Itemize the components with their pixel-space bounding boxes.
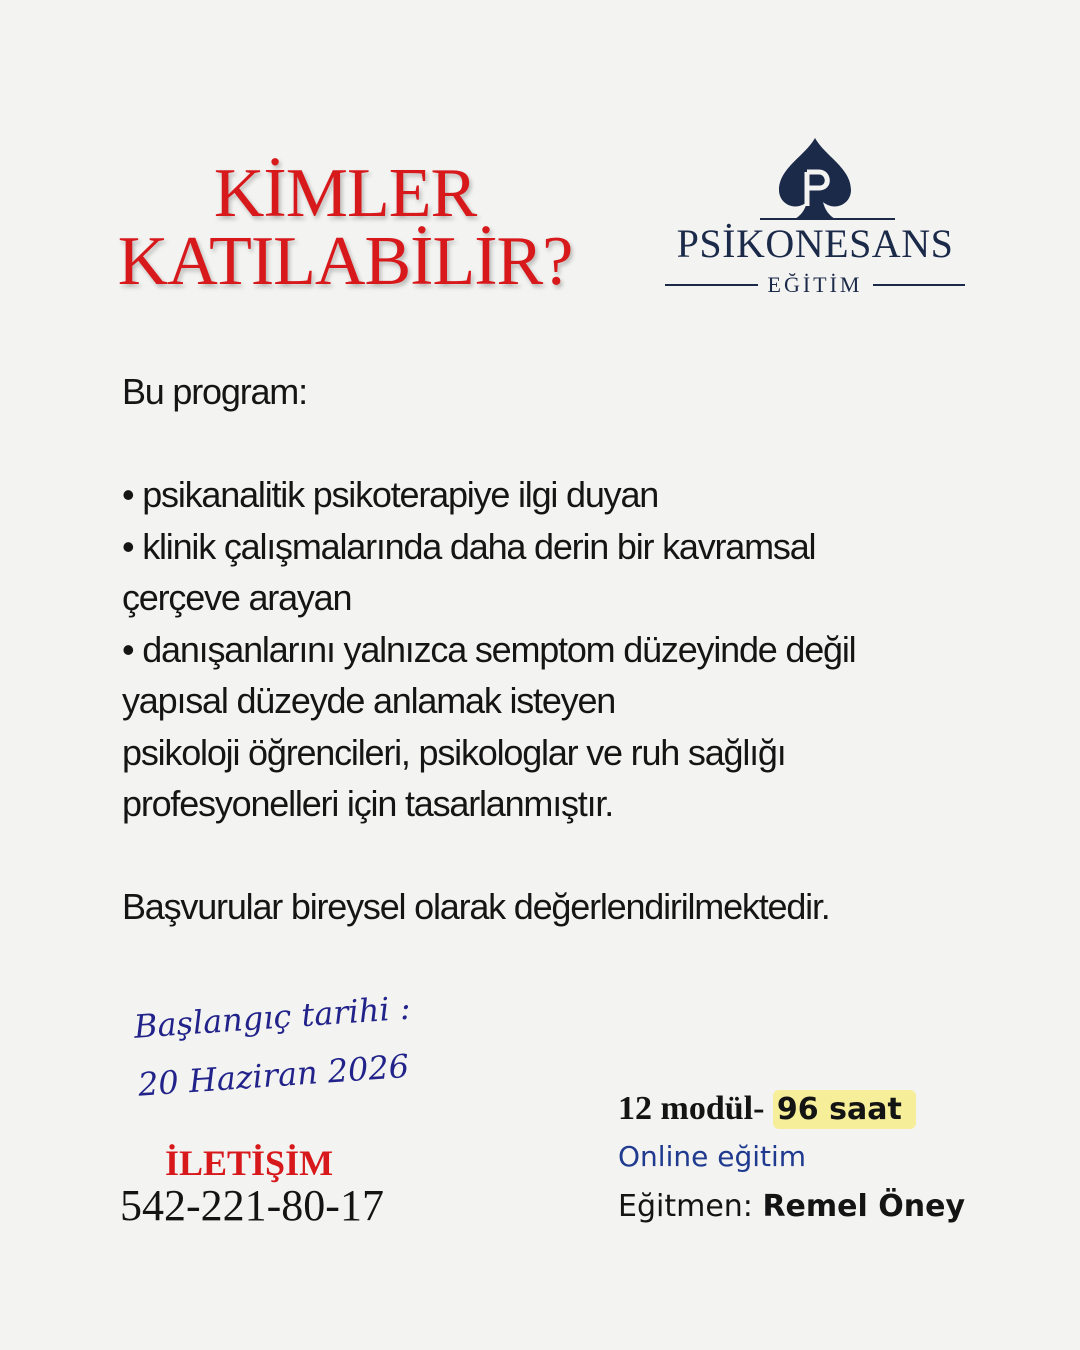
start-date-handwritten — [132, 979, 416, 1114]
intro-text: Bu program: — [122, 371, 307, 412]
description-line: psikoloji öğrencileri, psikologlar ve ruh sağlığı — [122, 731, 786, 773]
logo-subtitle-row — [665, 272, 965, 298]
logo-rule-right — [873, 284, 966, 286]
description-line: • klinik çalışmalarında daha derin bir kavramsal — [122, 525, 816, 567]
title-line-2: KATILABİLİR? — [117, 223, 573, 300]
spade-p-emblem-icon — [775, 136, 855, 222]
description-line: profesyonelleri için tasarlanmıştır. — [122, 783, 614, 824]
logo-rule-left — [665, 284, 758, 286]
course-format: Online eğitim — [618, 1140, 807, 1173]
psikonesans-logo — [665, 132, 965, 302]
start-date: 20 Haziran 2026 — [136, 1046, 411, 1104]
description-line: çerçeve arayan — [122, 577, 352, 618]
description-line: yapısal düzeyde anlamak isteyen — [122, 680, 616, 721]
title-line-1: KİMLER — [213, 155, 477, 232]
description-line: • danışanlarını yalnızca semptom düzeyinde değil — [122, 628, 856, 670]
application-note: Başvurular bireysel olarak değerlendirilmektedir. — [122, 886, 830, 927]
hours-highlight: 96 saat — [773, 1090, 916, 1129]
program-description — [122, 366, 922, 933]
logo-name: PSİKONESANS — [676, 221, 954, 266]
phone-number[interactable]: 542-221-80-17 — [120, 1181, 384, 1230]
page-title — [60, 155, 630, 300]
modules-line — [618, 1090, 965, 1128]
trainer-name: Remel Öney — [762, 1189, 965, 1224]
course-info — [618, 1090, 965, 1224]
trainer-line — [618, 1189, 965, 1224]
modules-count: 12 modül- — [618, 1090, 765, 1127]
description-line: • psikanalitik psikoterapiye ilgi duyan — [122, 474, 659, 515]
contact-label: İLETİŞİM — [165, 1143, 334, 1183]
logo-subtitle: EĞİTİM — [767, 272, 863, 297]
start-label: Başlangıç tarihi : — [132, 988, 412, 1046]
trainer-label: Eğitmen: — [618, 1189, 753, 1224]
